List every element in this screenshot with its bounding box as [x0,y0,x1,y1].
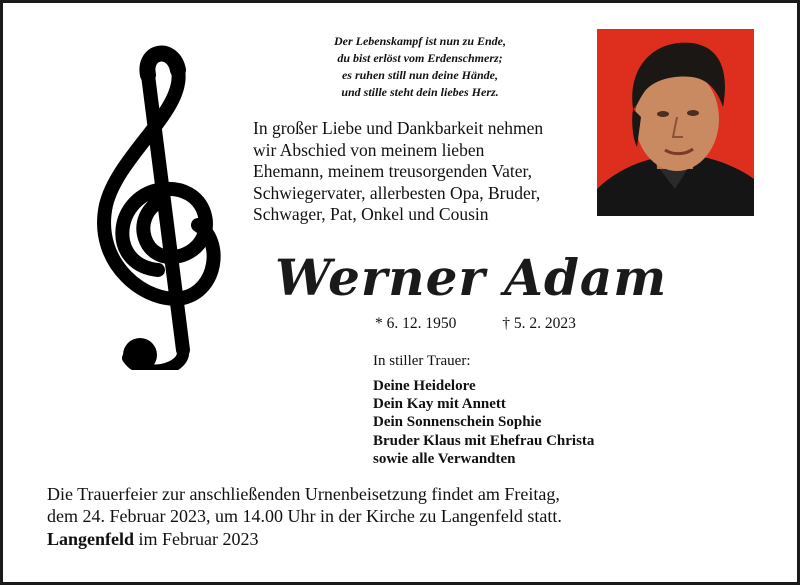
mourner-entry: Deine Heidelore [373,378,476,394]
signoff-place: Langenfeld [47,529,135,549]
signoff [47,529,259,550]
deceased-name: Werner Adam [275,248,668,307]
intro-line: Schwiegervater, allerbesten Opa, Bruder, [253,182,541,203]
mourner-entry: Dein Sonnenschein Sophie [373,414,542,431]
farewell-intro [253,118,593,226]
mourner-entry: Bruder Klaus mit Ehefrau Christa [373,432,595,449]
ceremony-line: dem 24. Februar 2023, um 14.00 Uhr in der Kirche zu Langenfeld statt. [47,505,562,526]
mourner-entry: sowie alle Verwandten [373,450,516,467]
ceremony-line: Die Trauerfeier zur anschließenden Urnenbeisetzung findet am Freitag, [47,484,560,504]
poem-line: Der Lebenskampf ist nun zu Ende, [333,34,507,48]
ceremony-info [47,484,562,527]
death-date: † 5. 2. 2023 [502,315,576,332]
life-dates [375,315,576,333]
mourners-list [373,377,594,468]
signoff-date: im Februar 2023 [138,529,259,549]
memorial-poem [290,33,550,101]
poem-line: du bist erlöst vom Erdenschmerz; [337,51,503,65]
mourner-entry: Dein Kay mit Annett [373,396,506,413]
intro-line: In großer Liebe und Dankbarkeit nehmen [253,118,544,138]
poem-line: es ruhen still nun deine Hände, [341,68,499,82]
intro-line: Ehemann, meinem treusorgenden Vater, [253,161,533,181]
treble-clef-icon [88,40,228,370]
birth-date: * 6. 12. 1950 [375,315,457,332]
mourning-label: In stiller Trauer: [373,353,471,369]
portrait-photo [597,29,754,216]
intro-line: Schwager, Pat, Onkel und Cousin [253,204,489,224]
intro-line: wir Abschied von meinem lieben [253,139,485,160]
poem-line: und stille steht dein liebes Herz. [341,85,499,99]
